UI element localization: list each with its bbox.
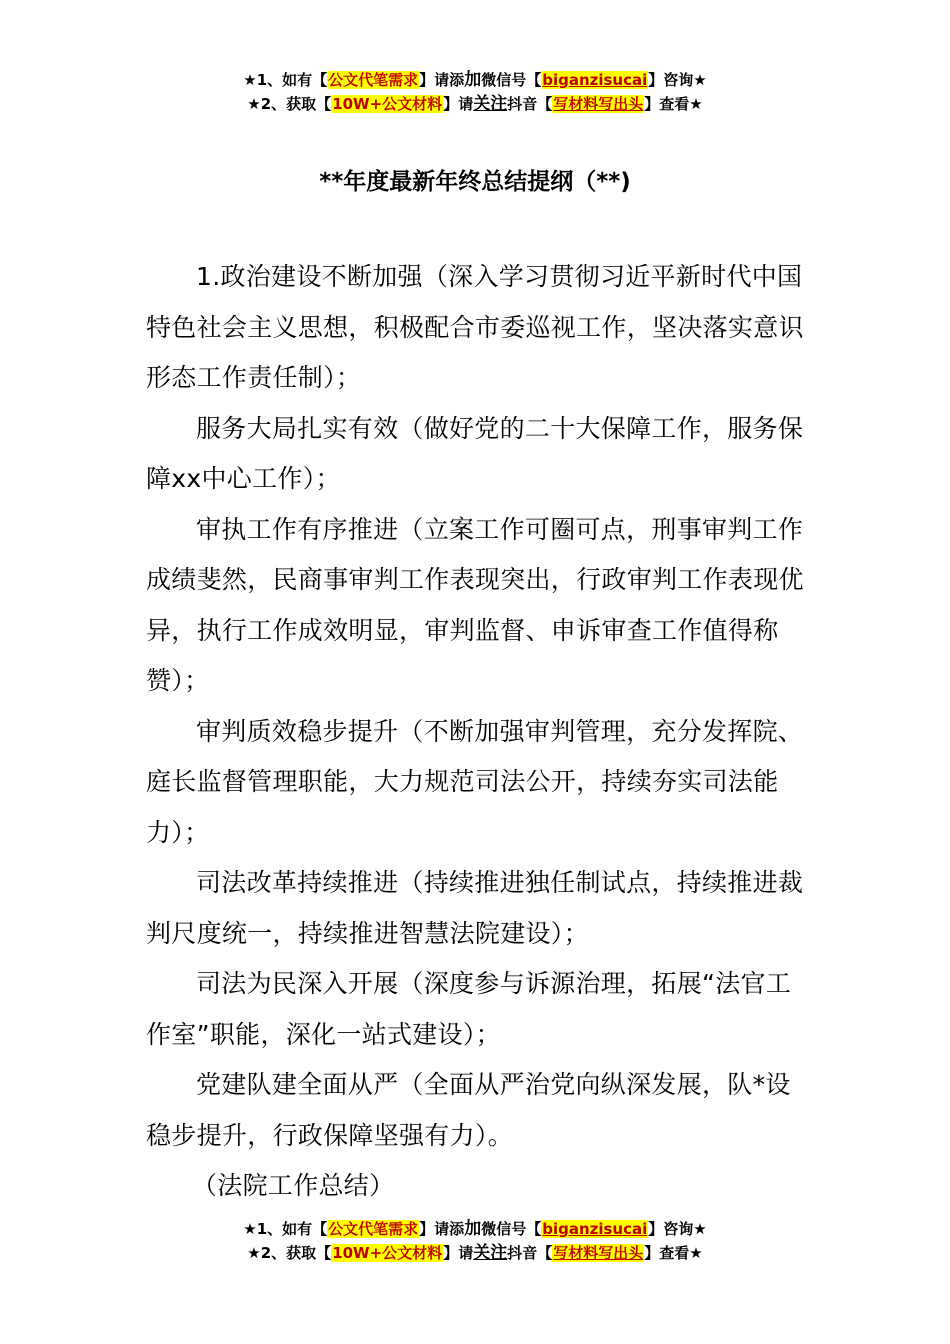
- paragraph: 服务大局扎实有效（做好党的二十大保障工作，服务保障xx中心工作）；: [146, 413, 804, 493]
- banner-line-1: ★1、如有【公文代笔需求】请添加微信号【biganzisucai】咨询★: [243, 70, 707, 90]
- wechat-id: biganzisucai: [542, 1220, 648, 1238]
- paragraph: 1.政治建设不断加强（深入学习贯彻习近平新时代中国特色社会主义思想，积极配合市委巡视工作，坚决落实意识形态工作责任制）；: [146, 262, 804, 392]
- banner-line-2: ★2、获取【10W+公文材料】请关注抖音【写材料写出头】查看★: [247, 94, 703, 114]
- document-title: **年度最新年终总结提纲（**): [319, 169, 631, 195]
- wechat-id: biganzisucai: [542, 71, 648, 89]
- document-note: （法院工作总结）: [192, 1171, 395, 1200]
- header-banner: [0, 68, 950, 116]
- document-body: [146, 252, 810, 1212]
- banner-line-2: ★2、获取【10W+公文材料】请关注抖音【写材料写出头】查看★: [247, 1243, 703, 1263]
- paragraph: 司法改革持续推进（持续推进独任制试点，持续推进裁判尺度统一，持续推进智慧法院建设）；: [146, 868, 804, 948]
- paragraph: 审执工作有序推进（立案工作可圈可点，刑事审判工作成绩斐然，民商事审判工作表现突出，行政审判工作表现优异，执行工作成效明显，审判监督、申诉审查工作值得称赞）；: [146, 514, 804, 695]
- paragraph: 党建队建全面从严（全面从严治党向纵深发展，队*设稳步提升，行政保障坚强有力）。: [146, 1070, 791, 1150]
- highlight-service: 公文代笔需求: [328, 1220, 419, 1238]
- douyin-account: 写材料写出头: [553, 95, 644, 113]
- highlight-materials: 10W+公文材料: [332, 95, 443, 113]
- highlight-materials: 10W+公文材料: [332, 1244, 443, 1262]
- paragraph: 司法为民深入开展（深度参与诉源治理，拓展“法官工作室”职能，深化一站式建设）；: [146, 969, 792, 1049]
- douyin-account: 写材料写出头: [553, 1244, 644, 1262]
- highlight-service: 公文代笔需求: [328, 71, 419, 89]
- paragraph: 审判质效稳步提升（不断加强审判管理，充分发挥院、庭长监督管理职能，大力规范司法公开，持续夯实司法能力）；: [146, 716, 804, 847]
- footer-banner: [0, 1217, 950, 1265]
- banner-line-1: ★1、如有【公文代笔需求】请添加微信号【biganzisucai】咨询★: [243, 1219, 707, 1239]
